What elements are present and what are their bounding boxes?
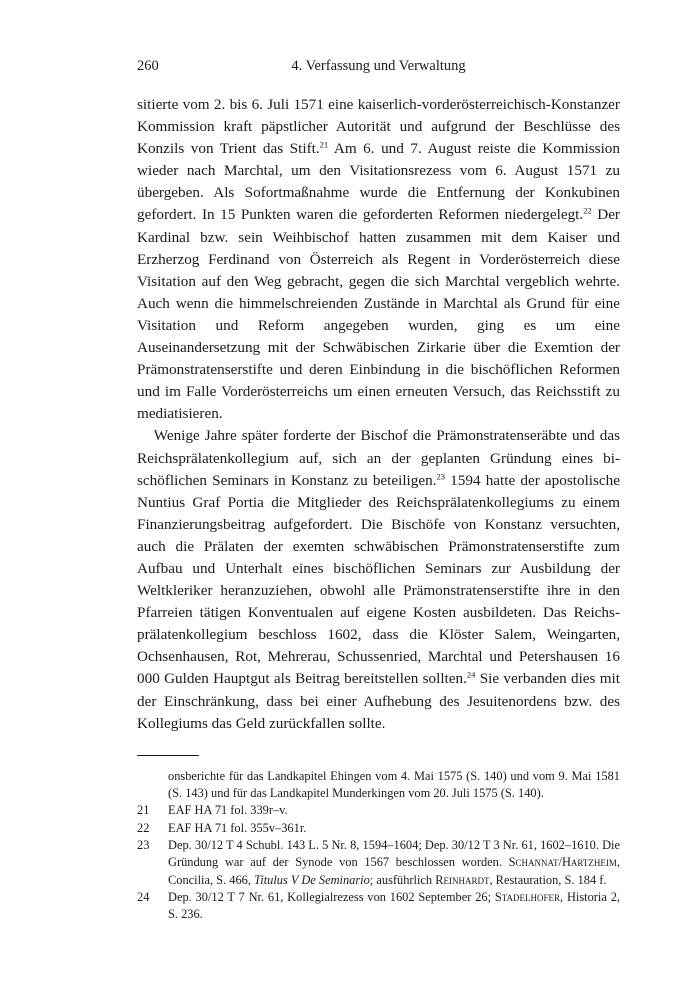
footnote-text: EAF HA 71 fol. 339r–v. — [168, 803, 288, 818]
footnote-number: 23 — [137, 837, 150, 852]
paragraph-2-text-b: 1594 hatte der apostolische Nuntius Graf Portia die Mitglieder des Reichsprälatenkollegiums zu einem Finanzierungsbeitrag aufgefordert. Die Bischöfe von Konstanz versuchten, auch die Prälaten der exemten schwäbischen Prämonstratenserstifte zum Aufbau und Unterhalt eines bischöflichen Seminars zur Ausbildung der Weltkleriker heranzuziehen, obwohl alle Prämonstratenserstifte ihre in den Pfarreien tätigen Konventualen auf eigene Kosten ausbildeten. Das Reichsprälatenkollegium beschloss 1602, dass die Klöster Salem, Weingarten, Ochsenhausen, Rot, Mehrerau, Schussenried, Marchtal und Petershausen 16 000 Gulden Hauptgut als Beitrag bereitstellen sollten. — [137, 471, 621, 688]
paragraph-1-text-a: sitierte vom 2. bis 6. Juli 1571 eine kaiserlich-vorderösterreichisch-Konstanzer Kommission kraft päpstlicher Autorität und aufgrund der Beschlüsse des Konzils von Trient das Stift. — [137, 96, 620, 158]
paragraph-1 — [137, 94, 620, 425]
footnote-text-e: , Restauration, S. 184 f. — [489, 872, 607, 887]
footnote-text-b: / — [558, 855, 562, 870]
footnote-24 — [137, 889, 620, 924]
footnote-ref-24[interactable]: 24 — [466, 669, 476, 680]
footnote-21 — [137, 802, 620, 819]
footnote-separator — [137, 755, 199, 756]
footnote-text: EAF HA 71 fol. 355v–361r. — [168, 820, 307, 835]
footnote-22 — [137, 820, 620, 837]
footnote-ref-22[interactable]: 22 — [583, 205, 592, 216]
footnote-text-d: ; ausführlich — [369, 872, 436, 887]
footnote-text-a: Dep. 30/12 T 7 Nr. 61, Kollegialrezess von 1602 September 26; — [168, 889, 495, 904]
page-header — [137, 58, 620, 82]
footnote-ref-23[interactable]: 23 — [436, 471, 446, 482]
footnote-continuation — [137, 768, 620, 803]
paragraph-2 — [137, 425, 620, 734]
footnote-text-a: Dep. 30/12 T 4 Schubl. 143 L. 5 Nr. 8, 1594–1604; Dep. 30/12 T 3 Nr. 61, 1602–1610. Die Gründung war auf der Synode von 1567 beschlossen worden. — [168, 837, 620, 870]
paragraph-2-text-c: Sie verbanden dies mit der Einschränkung, dass bei einer Aufhebung des Jesuitenordens bzw. des Kollegiums das Geld zurückfallen sollte. — [137, 670, 621, 732]
footnote-23 — [137, 837, 620, 889]
paragraph-2-text-a: Wenige Jahre später forderte der Bischof die Prämonstratenseräbte und das Reichsprälatenkollegium auf, sich an der geplanten Gründung eines bischöflichen Seminars in Konstanz zu beteiligen. — [137, 427, 620, 489]
author-name: Schannat — [508, 855, 559, 870]
footnote-text-c: , Concilia, S. 466, — [168, 855, 620, 887]
paragraph-1-text-b: Am 6. und 7. August reiste die Kommission wieder nach Marchtal, um den Visitationsrezess vom 6. August 1571 zu übergeben. Als Sofortmaßnahme wurde die Entfernung der Konkubinen gefordert. In 15 Punkten waren die geforderten Reformen niedergelegt. — [137, 140, 620, 224]
running-head: 4. Verfassung und Verwaltung — [291, 58, 466, 74]
footnote-ref-21[interactable]: 21 — [319, 139, 329, 150]
footnote-continuation-text: onsberichte für das Landkapitel Ehingen vom 4. Mai 1575 (S. 140) und vom 9. Mai 1581 (S. 143) und für das Landkapitel Munderkingen vom 20. Juli 1575 (S. 140). — [168, 768, 620, 801]
footnote-number: 24 — [137, 889, 150, 904]
author-name: Stadelhofer — [494, 889, 561, 904]
author-name: Hartzheim — [561, 855, 617, 870]
work-title: Titulus V De Seminario — [254, 872, 370, 887]
footnote-number: 22 — [137, 820, 150, 835]
page-number: 260 — [137, 58, 159, 74]
footnote-text-b: , Historia 2, S. 236. — [168, 889, 620, 922]
footnotes — [137, 768, 620, 924]
paragraph-1-text-c: Der Kardinal bzw. sein Weihbischof hatten zusammen mit dem Kaiser und Erzherzog Ferdinand von Österreich als Regent in Vorderösterreich diese Visitation auf den Weg gebracht, gegen die sich Marchtal vergeblich wehrte. Auch wenn die himmelschreienden Zustände in Marchtal als Grund für eine Visitation und Reform angegeben wurden, ging es um eine Auseinandersetzung mit der Schwäbischen Zirkarie über die Exemtion der Prämonstratenserstifte und deren Einbindung in die bischöflichen Reformen und im Falle Vorderösterreichs um einen erneuten Versuch, das Reichsstift zu mediatisieren. — [137, 206, 620, 423]
author-name: Reinhardt — [435, 872, 490, 887]
body-text — [137, 94, 620, 735]
footnote-number: 21 — [137, 803, 150, 818]
book-page — [137, 58, 620, 923]
